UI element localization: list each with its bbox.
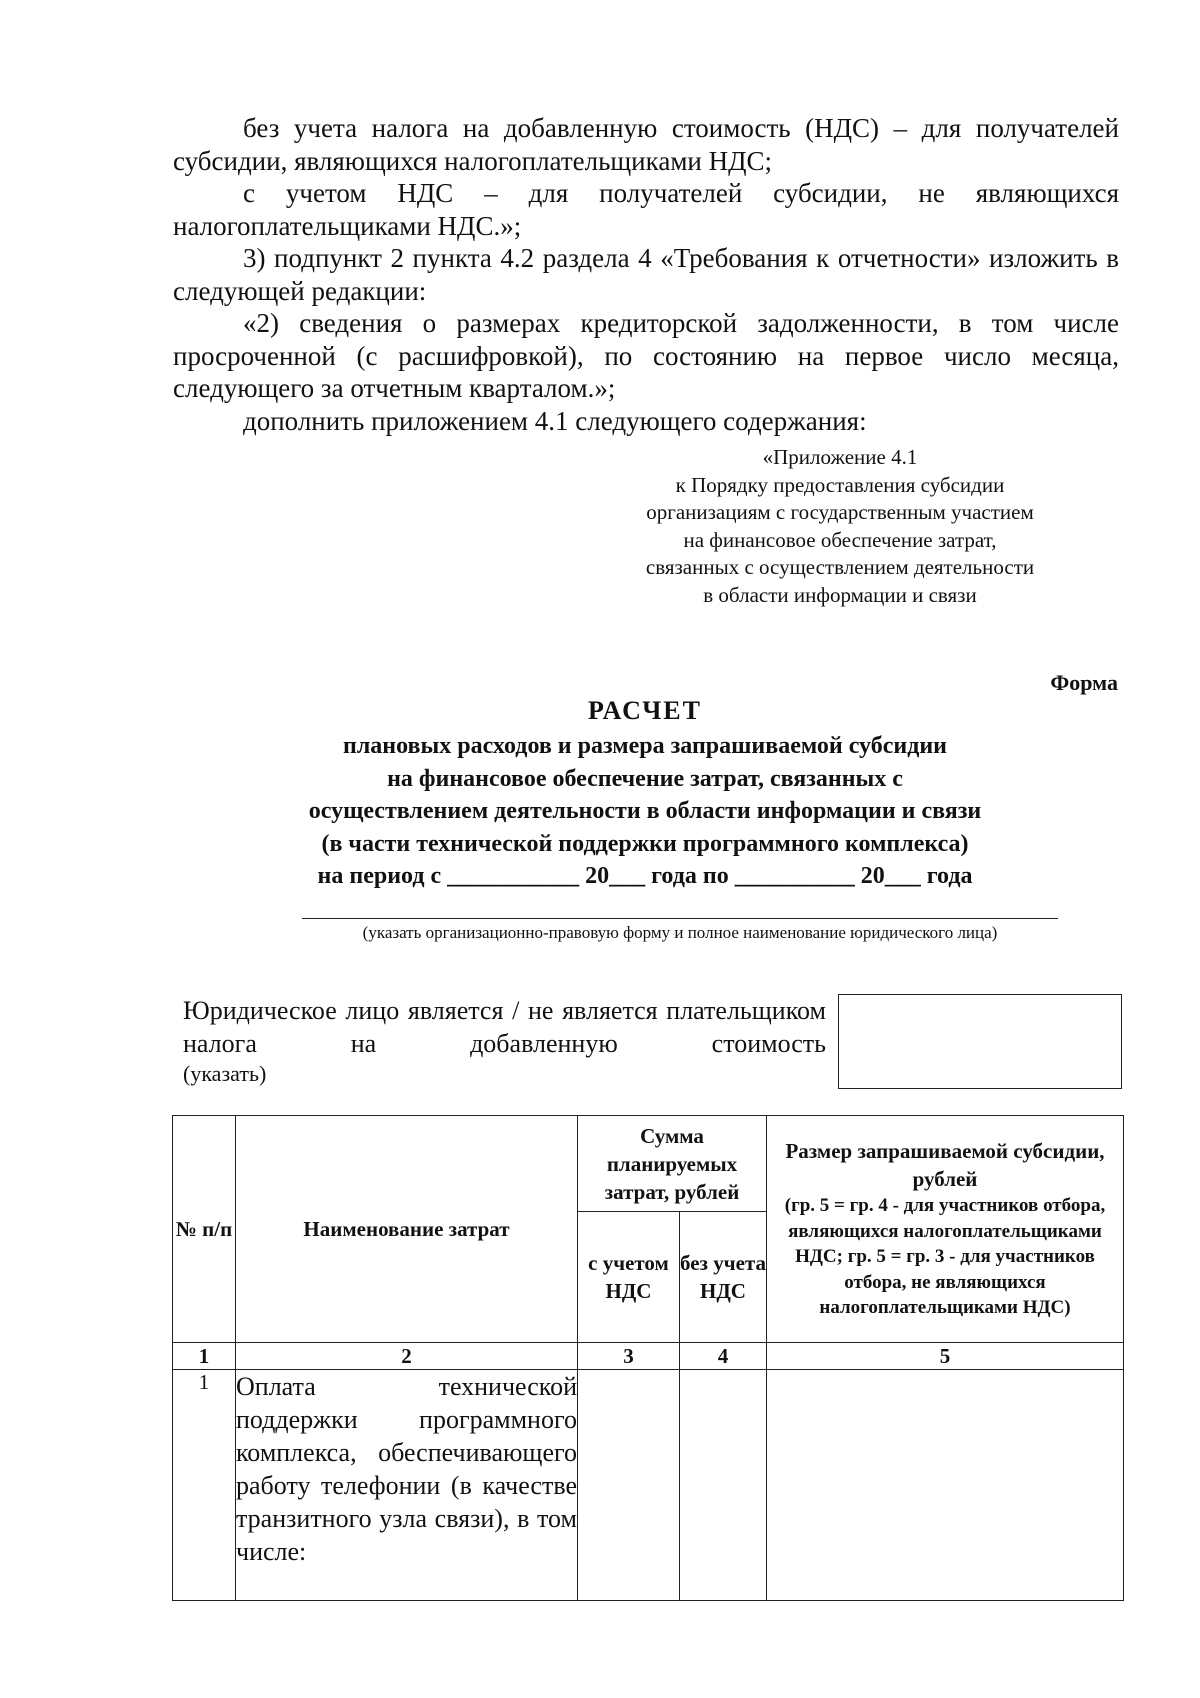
subtitle-line: осуществлением деятельности в области информации и связи <box>308 798 982 824</box>
table-row <box>173 1370 1124 1601</box>
appendix-line: связанных с осуществлением деятельности <box>645 555 1035 580</box>
vat-status-statement: Юридическое лицо является / не является плательщиком налога на добавленную стоимость <box>183 996 826 1058</box>
column-number: 3 <box>578 1343 680 1370</box>
column-number: 5 <box>767 1343 1124 1370</box>
paragraph: «2) сведения о размерах кредиторской задолженности, в том числе просроченной (с расшифровкой), по состоянию на первое число месяца, следующего за отчетным кварталом.»; <box>173 308 1119 403</box>
period-suffix: года <box>926 863 973 889</box>
organization-caption: (указать организационно-правовую форму и полное наименование юридического лица) <box>362 923 998 942</box>
organization-name-line[interactable] <box>302 918 1058 919</box>
appendix-header <box>600 444 1080 610</box>
vat-status-text <box>183 994 826 1088</box>
column-number: 2 <box>236 1343 578 1370</box>
column-numbers-row <box>173 1343 1124 1370</box>
header-num: № п/п <box>173 1116 236 1343</box>
period-start-blank[interactable]: ___________ <box>447 863 580 889</box>
period-prefix: на период с <box>317 863 442 889</box>
form-label: Форма <box>1050 670 1118 695</box>
subtitle-line: на финансовое обеспечение затрат, связанных с <box>387 765 903 792</box>
period-end-year[interactable]: 20___ <box>860 863 921 889</box>
header-with-vat: с учетом НДС <box>578 1212 680 1343</box>
table-header-row <box>173 1116 1124 1212</box>
appendix-line: организациям с государственным участием <box>646 500 1034 525</box>
appendix-line: к Порядку предоставления субсидии <box>675 472 1005 497</box>
appendix-line: в области информации и связи <box>703 582 977 607</box>
subtitle-line: плановых расходов и размера запрашиваемой субсидии <box>343 733 947 759</box>
row-without-vat-cell[interactable] <box>680 1370 767 1601</box>
vat-status-field[interactable] <box>838 994 1122 1089</box>
period-end-blank[interactable]: __________ <box>734 863 855 889</box>
document-subtitle <box>180 730 1110 893</box>
header-subsidy-title: Размер запрашиваемой субсидии, рублей <box>785 1139 1105 1192</box>
period-line <box>180 860 1110 893</box>
row-with-vat-cell[interactable] <box>578 1370 680 1601</box>
appendix-line: «Приложение 4.1 <box>762 445 918 469</box>
period-start-year[interactable]: 20___ <box>585 863 646 889</box>
column-number: 1 <box>173 1343 236 1370</box>
paragraph: с учетом НДС – для получателей субсидии, не являющихся налогоплательщиками НДС.»; <box>173 178 1119 241</box>
paragraph: без учета налога на добавленную стоимость (НДС) – для получателей субсидии, являющихся налогоплательщиками НДС; <box>173 113 1119 176</box>
header-without-vat: без учета НДС <box>680 1212 767 1343</box>
row-name: Оплата технической поддержки программного комплекса, обеспечивающего работу телефонии (в качестве транзитного узла связи), в том числе: <box>236 1370 578 1601</box>
header-subsidy-note: (гр. 5 = гр. 4 - для участников отбора, являющихся налогоплательщиками НДС; гр. 5 = гр. 3 - для участников отбора, не являющихся налогоплательщиками НДС) <box>784 1195 1106 1319</box>
header-subsidy <box>767 1116 1124 1343</box>
paragraph: дополнить приложением 4.1 следующего содержания: <box>243 405 867 436</box>
row-number: 1 <box>173 1370 236 1601</box>
document-title: РАСЧЕТ <box>588 696 702 725</box>
cost-table <box>172 1115 1124 1601</box>
header-sum: Сумма планируемых затрат, рублей <box>578 1116 767 1212</box>
body-text <box>173 112 1119 437</box>
appendix-line: на финансовое обеспечение затрат, <box>683 527 997 552</box>
paragraph: 3) подпункт 2 пункта 4.2 раздела 4 «Требования к отчетности» изложить в следующей редакции: <box>173 243 1119 306</box>
column-number: 4 <box>680 1343 767 1370</box>
header-name: Наименование затрат <box>236 1116 578 1343</box>
period-middle: года по <box>651 863 729 889</box>
row-subsidy-cell[interactable] <box>767 1370 1124 1601</box>
subtitle-line: (в части технической поддержки программного комплекса) <box>321 830 969 857</box>
vat-status-note: (указать) <box>183 1061 267 1086</box>
